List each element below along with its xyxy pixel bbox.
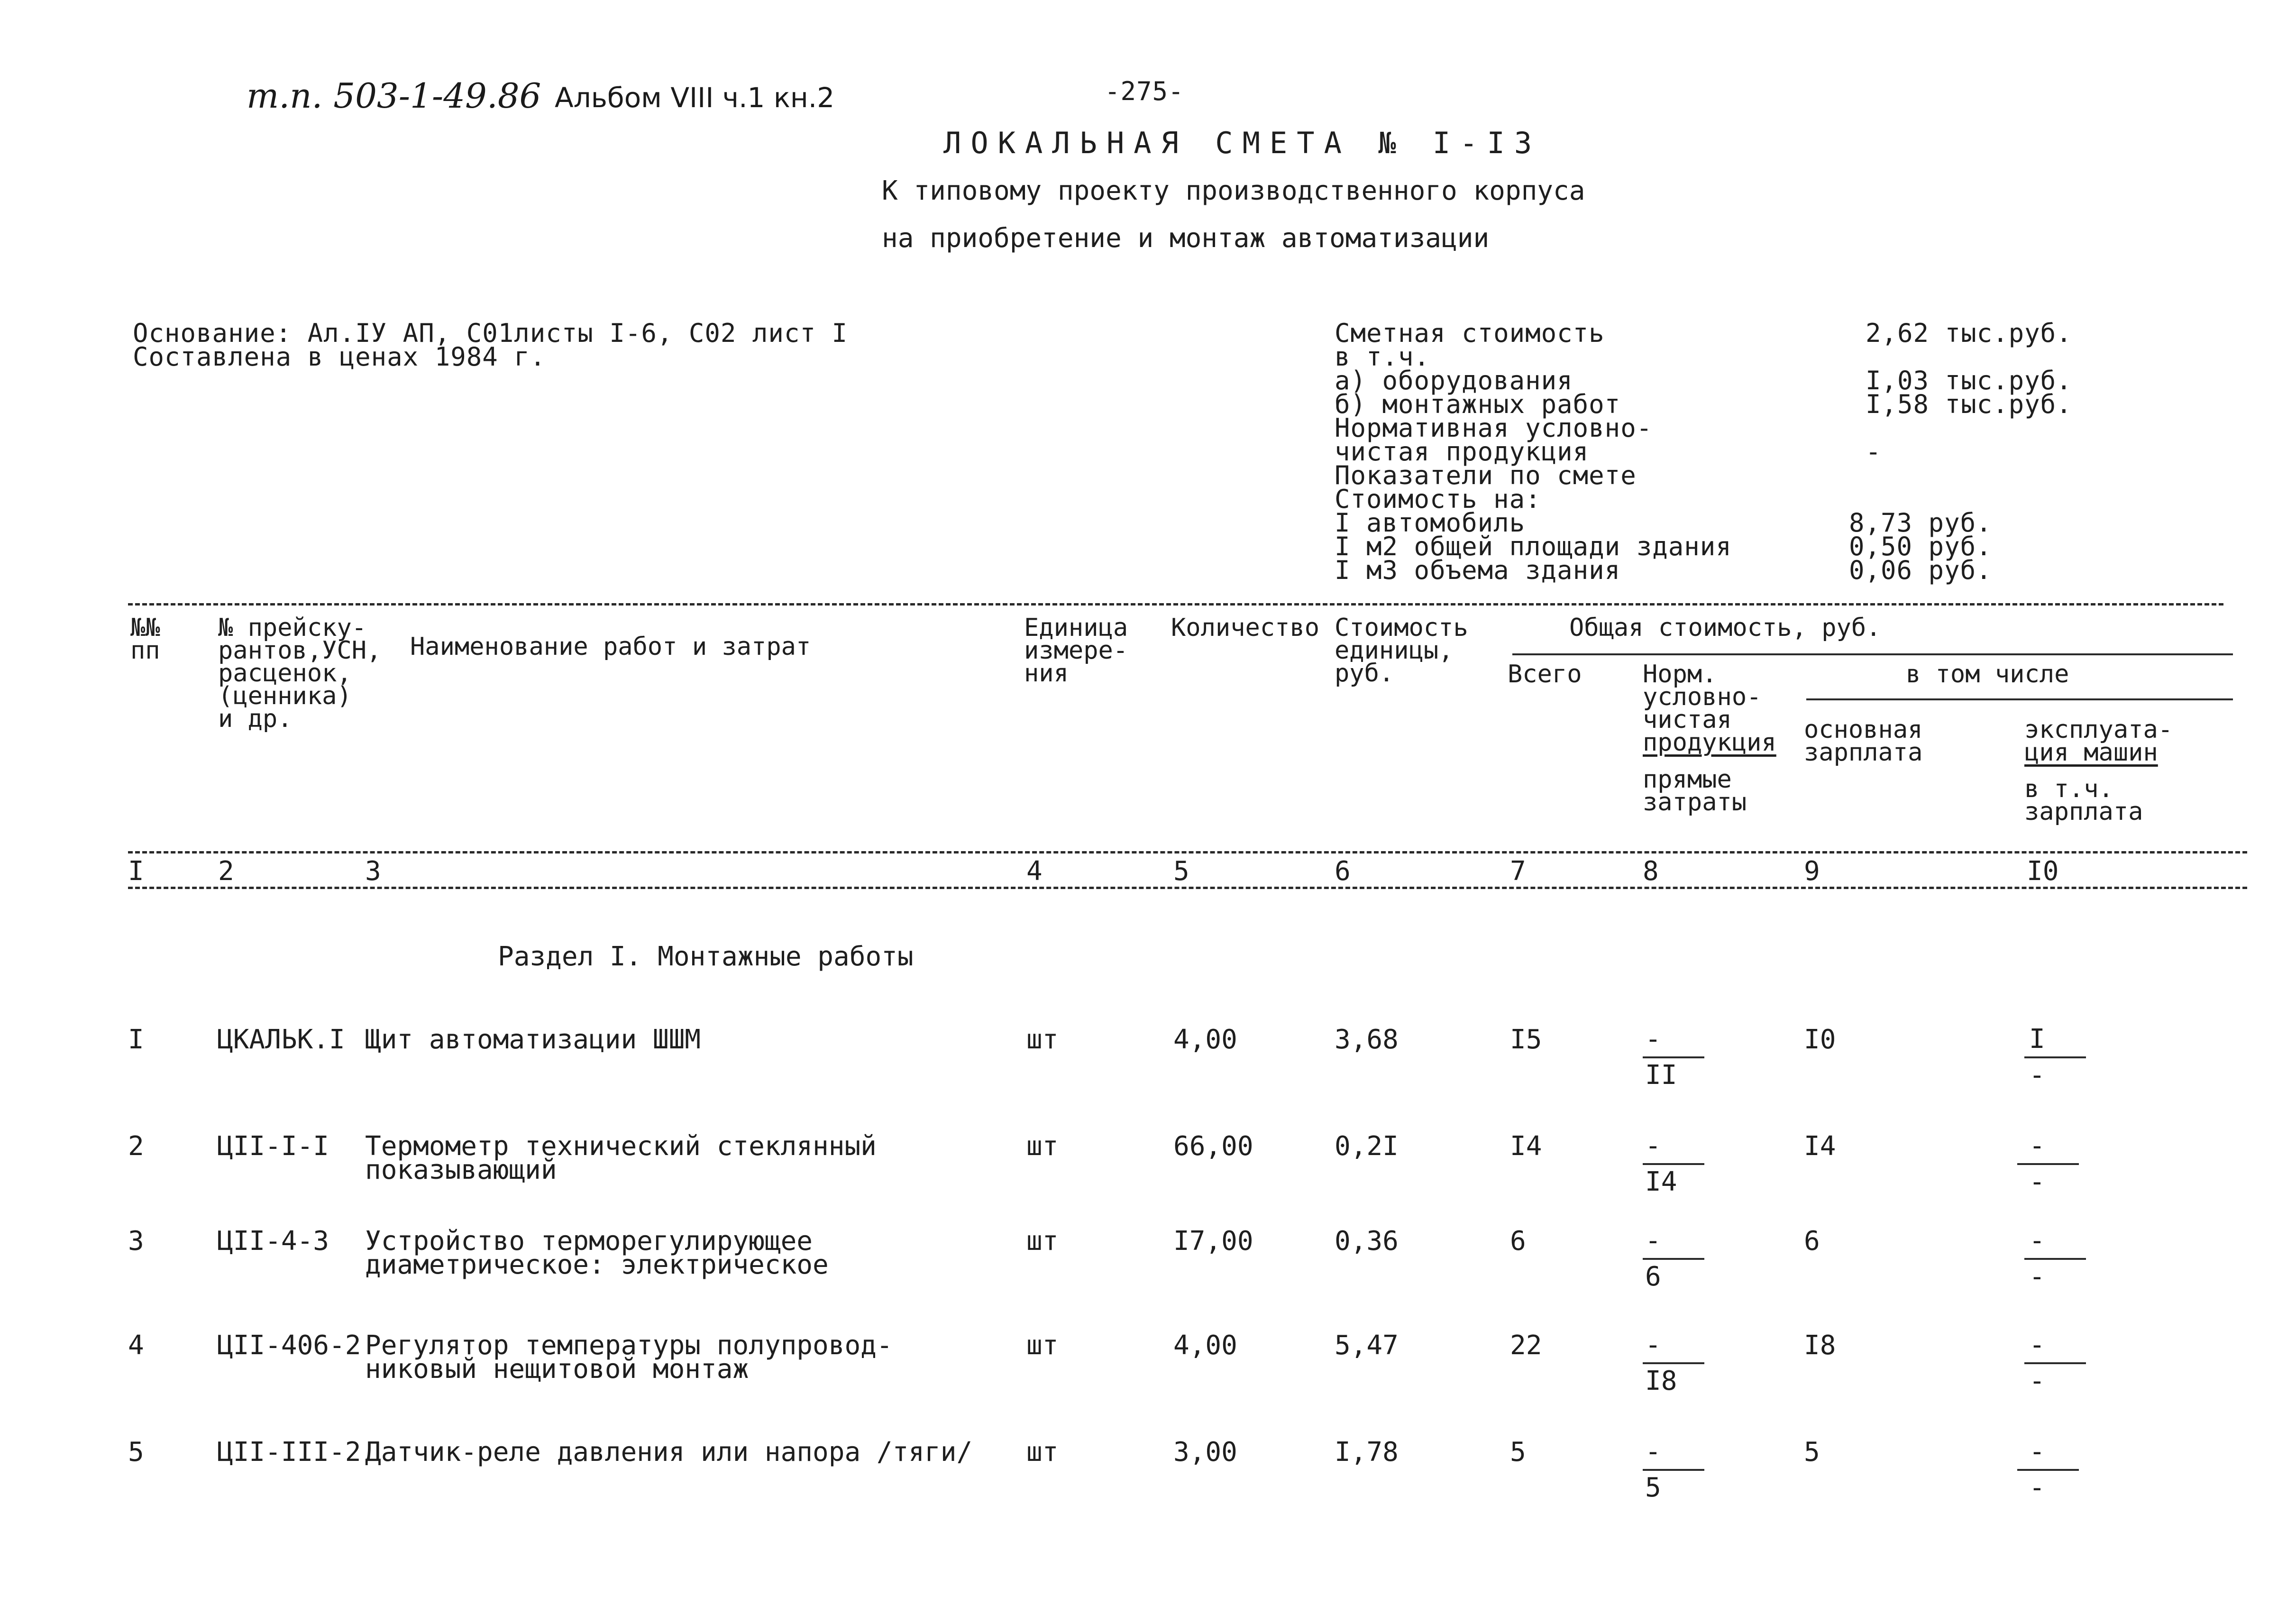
fraction-line [2024,1258,2086,1260]
fraction-line [2017,1469,2079,1471]
summary-label: Сметная стоимость [1335,318,1605,348]
summary-label: I м2 общей площади здания [1335,532,1732,561]
col-header-unit: Единица измере- ния [1024,614,1128,688]
row-norm-top: - [1645,1330,1661,1360]
summary-label: чистая продукция [1335,437,1589,467]
row-norm-bottom: I8 [1645,1366,1677,1396]
row-unit-cost: 5,47 [1335,1330,1399,1361]
row-machine-top: - [2029,1330,2045,1360]
row-code: ЦII-4-3 [217,1226,329,1257]
project-code: т.п. 503-1-49.86 [247,76,541,116]
col-number: 9 [1804,856,1820,887]
row-unit: шт [1026,1131,1059,1162]
header-top-rule [128,603,2223,606]
row-norm-top: - [1645,1024,1661,1055]
col-header-number: №№ пп [130,614,160,665]
fraction-line [1643,1469,1704,1471]
row-total: 6 [1510,1226,1526,1257]
column-numbers-rule [128,887,2247,889]
summary-value: 2,62 тыс.руб. [1866,318,2072,348]
col-header-norm-underlined: продукция [1643,728,1776,757]
basis-line-2: Составлена в ценах 1984 г. [133,342,546,372]
row-quantity: 4,00 [1173,1024,1237,1055]
summary-value: - [1866,437,1882,467]
summary-value: I,58 тыс.руб. [1866,389,2072,419]
row-norm-bottom: II [1645,1060,1677,1091]
row-norm-top: - [1645,1436,1661,1467]
row-total: I4 [1510,1131,1542,1162]
row-number: 5 [128,1437,144,1468]
page-number: -275- [1105,76,1184,106]
row-norm-top: - [1645,1225,1661,1256]
col-header-total-group: Общая стоимость, руб. [1569,614,1881,642]
row-norm-bottom: 5 [1645,1472,1661,1503]
row-unit-cost: 0,2I [1335,1131,1399,1162]
row-number: I [128,1024,144,1055]
col-number: I0 [2027,856,2059,887]
summary-label: в т.ч. [1335,342,1430,372]
row-unit: шт [1026,1437,1059,1468]
col-header-pricelist: № прейску- рантов,УСН, расценок, (ценника) и др. [218,614,382,733]
row-unit: шт [1026,1024,1059,1055]
row-machine-bottom: - [2029,1366,2045,1396]
estimate-title: ЛОКАЛЬНАЯ СМЕТА № I-I3 [943,126,1542,160]
row-name: Щит автоматизации ШШМ [365,1024,701,1055]
col-header-incl-group: в том числе [1906,660,2069,688]
row-machine-top: I [2029,1024,2045,1055]
summary-value: I,03 тыс.руб. [1866,366,2072,395]
row-norm-bottom: I4 [1645,1166,1677,1197]
row-machine-bottom: - [2029,1261,2045,1292]
header-bottom-rule [128,851,2247,853]
col-number: I [128,856,144,887]
col-header-quantity: Количество [1171,614,1320,642]
row-machine-bottom: - [2029,1472,2045,1503]
row-name-continued: никовый нещитовой монтаж [365,1354,749,1385]
row-unit-cost: 3,68 [1335,1024,1399,1055]
row-norm-bottom: 6 [1645,1261,1661,1292]
row-code: ЦКАЛЬК.I [217,1024,345,1055]
incl-group-rule [1806,698,2233,700]
row-base-salary: I8 [1804,1330,1836,1361]
total-group-rule [1512,653,2233,655]
col-header-direct-costs: прямые затраты [1643,765,1747,817]
summary-label: Стоимость на: [1335,484,1541,514]
col-number: 8 [1643,856,1659,887]
row-machine-bottom: - [2029,1166,2045,1197]
fraction-line [1643,1258,1704,1260]
row-code: ЦII-I-I [217,1131,329,1162]
col-header-unit-cost: Стоимость единицы, руб. [1335,614,1468,688]
row-name: Термометр технический стеклянный [365,1131,877,1162]
row-quantity: 66,00 [1173,1131,1253,1162]
summary-value: 0,06 руб. [1849,555,1992,585]
row-total: I5 [1510,1024,1542,1055]
summary-value: 8,73 руб. [1849,508,1992,538]
row-name: Датчик-реле давления или напора /тяги/ [365,1437,973,1468]
row-quantity: 3,00 [1173,1437,1237,1468]
row-base-salary: I0 [1804,1024,1836,1055]
section-title: Раздел I. Монтажные работы [498,941,914,972]
col-header-machine-top: эксплуата- [2024,716,2173,744]
summary-label: Показатели по смете [1335,460,1637,490]
row-total: 22 [1510,1330,1542,1361]
row-name: Устройство терморегулирующее [365,1226,813,1257]
row-quantity: 4,00 [1173,1330,1237,1361]
basis-line-1: Основание: Ал.IУ АП, С01листы I-6, С02 лист I [133,318,848,348]
estimate-subtitle-1: К типовому проекту производственного корпуса [882,175,1585,206]
row-code: ЦII-III-2 [217,1437,361,1468]
row-quantity: I7,00 [1173,1226,1253,1257]
fraction-line [1643,1362,1704,1364]
col-number: 5 [1173,856,1189,887]
summary-label: I м3 объема здания [1335,555,1621,585]
row-code: ЦII-406-2 [217,1330,361,1361]
row-norm-top: - [1645,1130,1661,1161]
estimate-subtitle-2: на приобретение и монтаж автоматизации [882,223,1490,254]
row-base-salary: I4 [1804,1131,1836,1162]
fraction-line [2024,1056,2086,1058]
col-header-machine-salary: в т.ч. зарплата [2024,775,2143,826]
summary-label: а) оборудования [1335,366,1573,395]
row-number: 2 [128,1131,144,1162]
row-total: 5 [1510,1437,1526,1468]
row-base-salary: 6 [1804,1226,1820,1257]
col-header-total: Всего [1508,660,1582,688]
summary-label: I автомобиль [1335,508,1526,538]
col-number: 6 [1335,856,1351,887]
fraction-line [1643,1163,1704,1165]
summary-label: б) монтажных работ [1335,389,1621,419]
row-machine-top: - [2029,1225,2045,1256]
fraction-line [1643,1056,1704,1058]
row-name-continued: показывающий [365,1155,557,1185]
col-number: 2 [218,856,234,887]
row-name: Регулятор температуры полупровод- [365,1330,893,1361]
row-base-salary: 5 [1804,1437,1820,1468]
col-number: 3 [365,856,381,887]
summary-value: 0,50 руб. [1849,532,1992,561]
summary-label: Нормативная условно- [1335,413,1653,443]
col-header-base-salary: основная зарплата [1804,716,1923,767]
col-header-name: Наименование работ и затрат [410,633,811,661]
row-number: 3 [128,1226,144,1257]
col-number: 4 [1026,856,1043,887]
fraction-line [2017,1163,2079,1165]
col-header-machine-underlined: ция машин [2024,738,2158,767]
col-number: 7 [1510,856,1526,887]
row-name-continued: диаметрическое: электрическое [365,1249,829,1280]
album-label: Альбом VIII ч.1 кн.2 [555,82,835,114]
row-unit-cost: 0,36 [1335,1226,1399,1257]
row-unit-cost: I,78 [1335,1437,1399,1468]
row-unit: шт [1026,1330,1059,1361]
fraction-line [2024,1362,2086,1364]
row-machine-top: - [2029,1130,2045,1161]
row-machine-bottom: - [2029,1060,2045,1091]
row-unit: шт [1026,1226,1059,1257]
row-machine-top: - [2029,1436,2045,1467]
col-header-norm-top: Норм. условно- чистая [1643,660,1762,734]
row-number: 4 [128,1330,144,1361]
